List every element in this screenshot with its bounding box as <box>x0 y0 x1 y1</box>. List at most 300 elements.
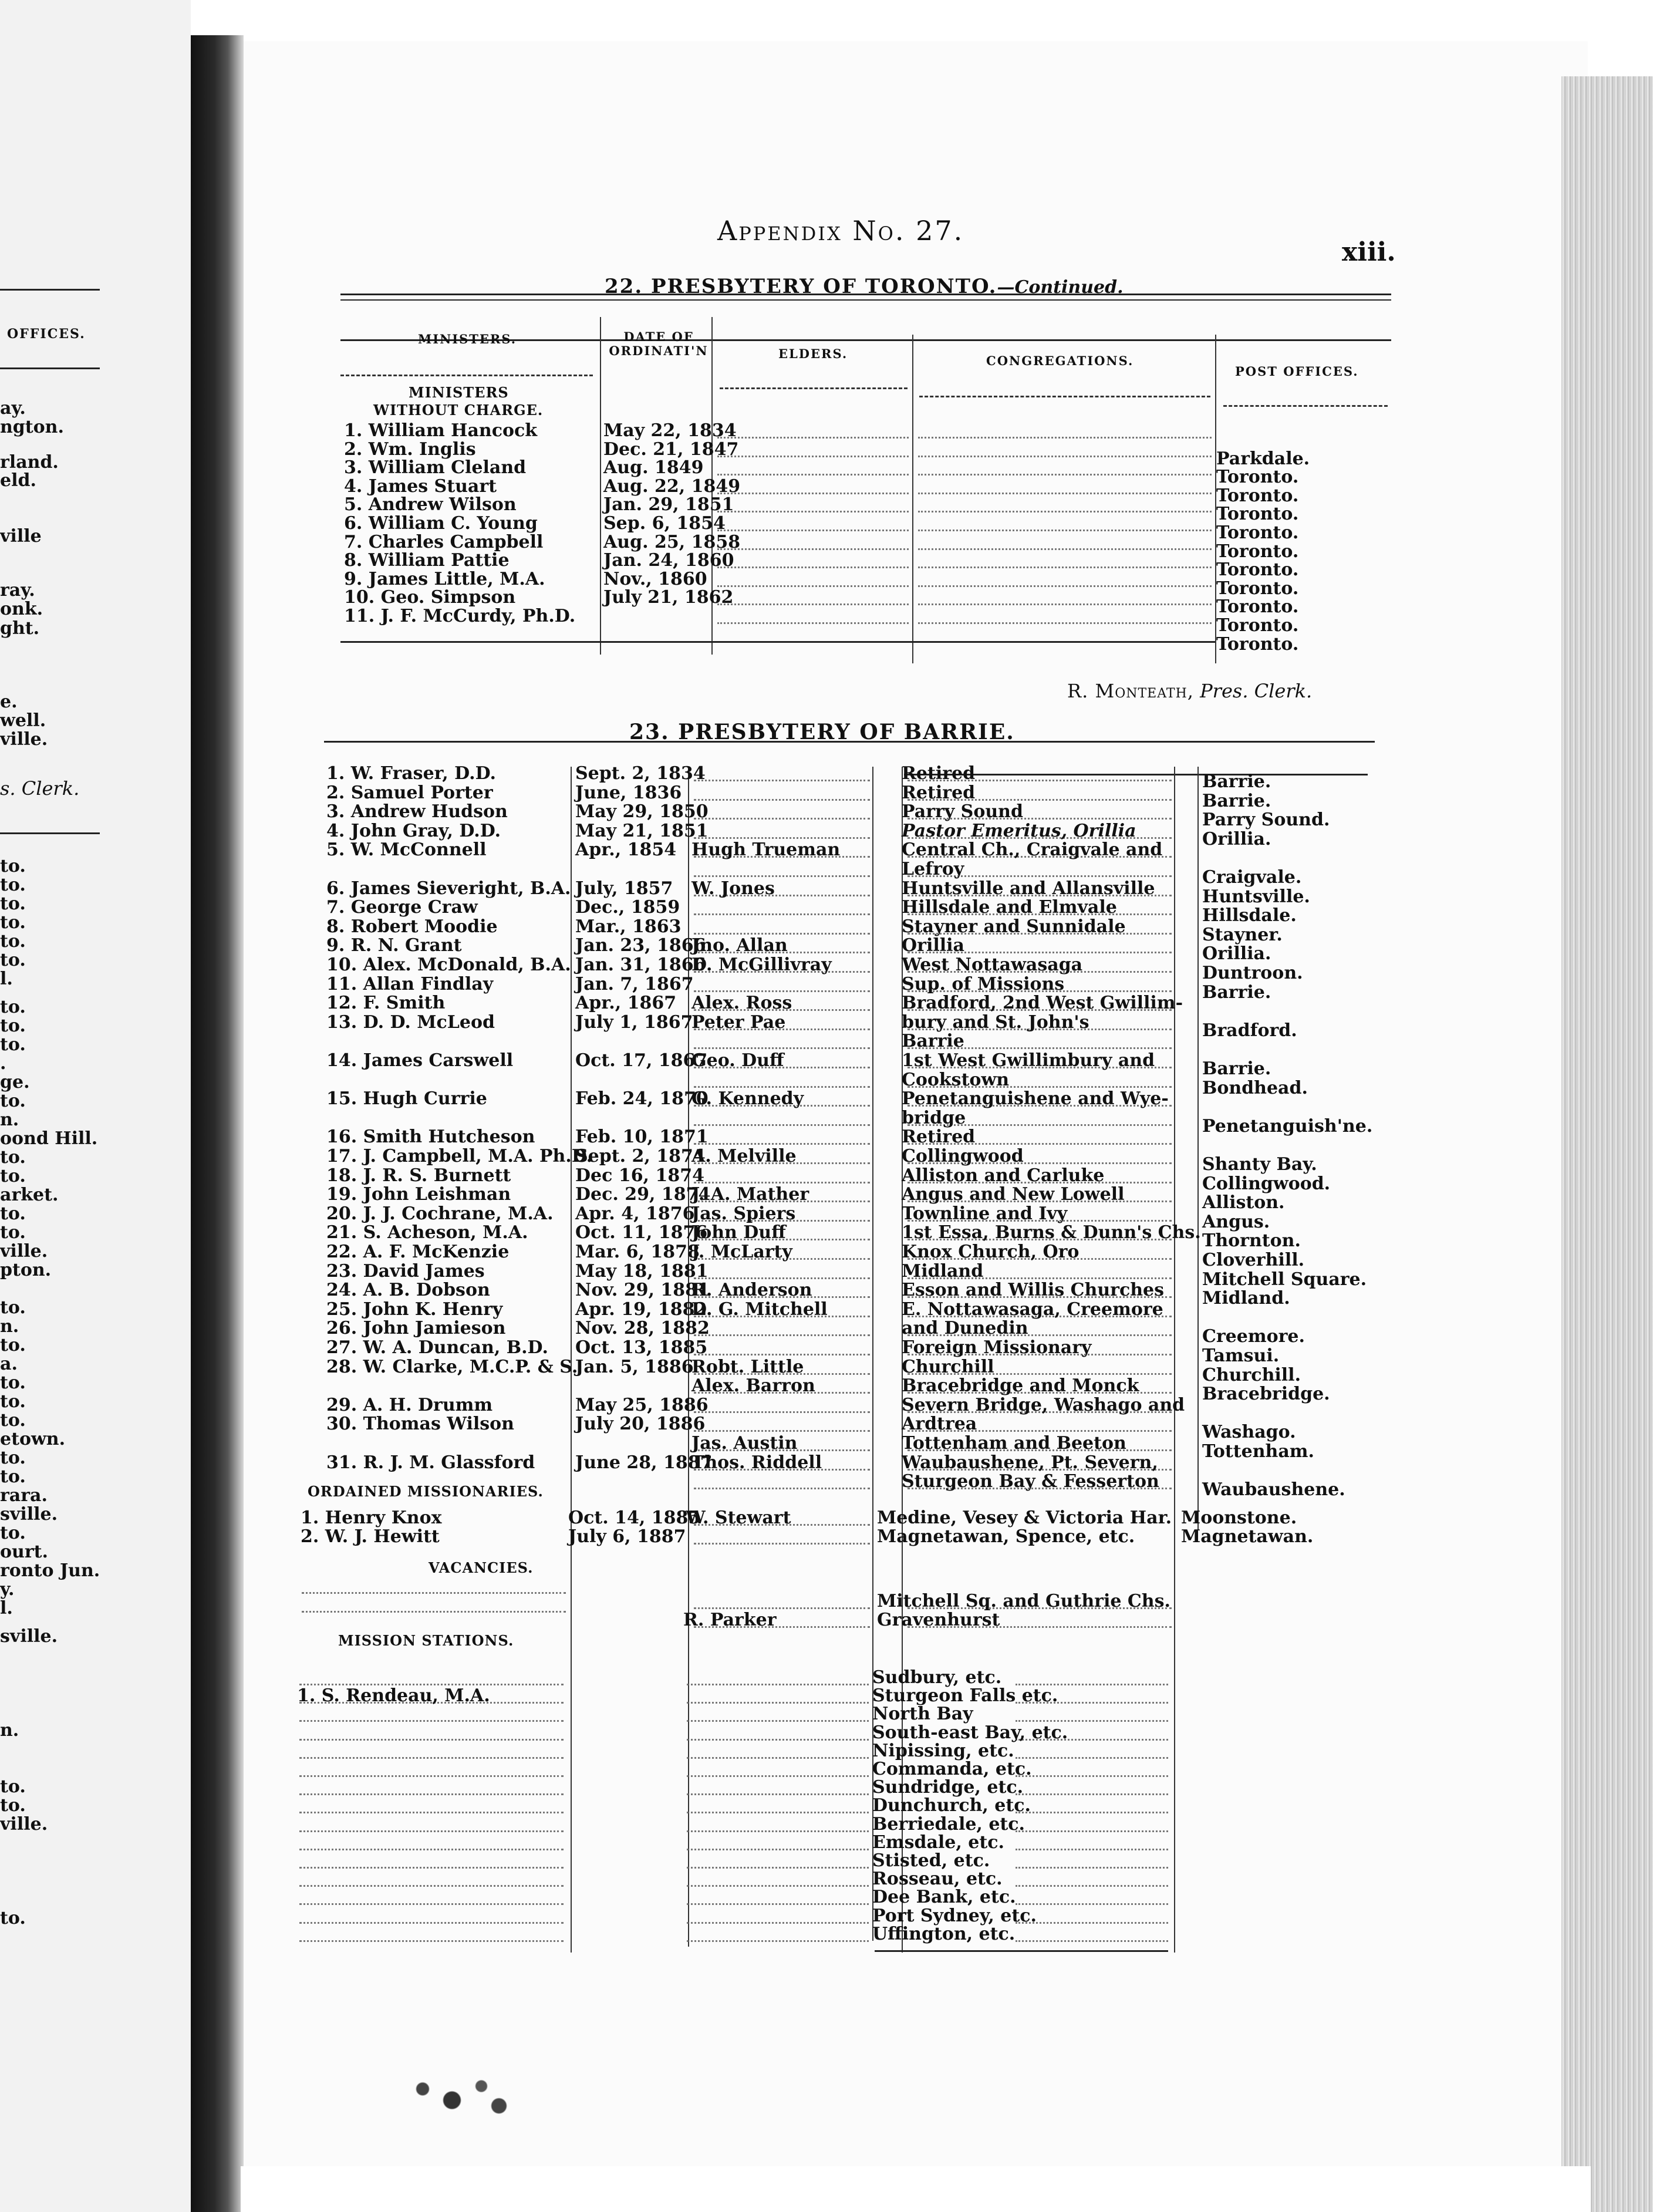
leader-dots <box>918 567 1212 568</box>
leader-dots <box>1016 1867 1168 1869</box>
barrie-elder-name: Jas. Spiers <box>691 1203 796 1224</box>
leader-dots <box>694 913 870 915</box>
toronto-post-office: Toronto. <box>1216 467 1299 487</box>
book-gutter <box>191 35 244 2212</box>
barrie-post-office: Creemore. <box>1202 1326 1305 1347</box>
left-page-fragment: to. <box>0 1795 26 1816</box>
left-page-fragment: to. <box>0 875 26 895</box>
barrie-minister-name: 18. J. R. S. Burnett <box>326 1165 511 1186</box>
mission-station-name: Sturgeon Falls etc. <box>872 1685 1058 1706</box>
left-page-header-fragment: OFFICES. <box>7 326 86 342</box>
barrie-congregation: 1st West Gwillimbury and <box>902 1050 1155 1071</box>
vacancy-congregation: Gravenhurst <box>877 1610 1000 1630</box>
barrie-congregation: Collingwood <box>902 1146 1024 1166</box>
toronto-ordination-date: Nov., 1860 <box>603 569 707 589</box>
leader-dots <box>687 1757 869 1759</box>
barrie-post-office: Barrie. <box>1202 771 1271 792</box>
left-page-fragment: ray. <box>0 580 35 601</box>
leader-dots <box>1016 1775 1168 1777</box>
barrie-congregation: Hillsdale and Elmvale <box>902 897 1117 918</box>
left-page-fragment: to. <box>0 1297 26 1318</box>
barrie-minister-name: 2. Samuel Porter <box>326 783 493 803</box>
barrie-minister-name: 11. Allan Findlay <box>326 974 494 994</box>
leader-dots <box>918 622 1212 624</box>
barrie-post-office: Churchill. <box>1202 1365 1301 1385</box>
barrie-ordination-date: Jan. 5, 1886 <box>575 1357 694 1377</box>
barrie-ordination-date: July, 1857 <box>575 878 673 899</box>
barrie-congregation: Retired <box>902 1127 976 1147</box>
leader-dots <box>694 1430 870 1432</box>
barrie-ordination-date: Sept. 2, 1834 <box>575 763 706 784</box>
leader-dots <box>717 603 909 605</box>
barrie-congregation: Cookstown <box>902 1070 1010 1090</box>
barrie-elder-name: Hugh Trueman <box>691 839 841 860</box>
barrie-elder-name: G. Kennedy <box>691 1088 804 1109</box>
toronto-post-office: Toronto. <box>1216 485 1299 506</box>
leader-dots <box>694 1354 870 1355</box>
barrie-congregation: bridge <box>902 1108 966 1128</box>
running-header-title: Appendix No. 27. <box>717 215 964 247</box>
mission-station-name: Port Sydney, etc. <box>872 1906 1037 1926</box>
left-page-fragment: a. <box>0 1354 18 1374</box>
toronto-heading-text: 22. PRESBYTERY OF TORONTO. <box>605 275 997 298</box>
toronto-ordination-date: Aug. 25, 1858 <box>603 532 741 552</box>
barrie-congregation: and Dunedin <box>902 1318 1028 1338</box>
barrie-ordination-date: May 21, 1851 <box>575 821 709 841</box>
left-page-fragment: to. <box>0 1391 26 1412</box>
toronto-ordination-date: Jan. 29, 1851 <box>603 494 734 515</box>
barrie-congregation: Retired <box>902 783 976 803</box>
barrie-minister-name: 22. A. F. McKenzie <box>326 1242 510 1262</box>
left-page-fragment: rara. <box>0 1485 48 1506</box>
leader-dots <box>299 1720 564 1722</box>
mission-station-name: Uffington, etc. <box>872 1924 1016 1944</box>
toronto-col-divider <box>912 335 913 663</box>
barrie-minister-name: 19. John Leishman <box>326 1184 511 1205</box>
barrie-elder-name: Robt. Little <box>691 1357 804 1377</box>
leader-dots <box>918 585 1212 587</box>
left-page-fragment: to. <box>0 1448 26 1468</box>
ordained-missionary-date: Oct. 14, 1885 <box>568 1508 701 1528</box>
barrie-post-office: Hillsdale. <box>1202 905 1297 926</box>
barrie-minister-name: 25. John K. Henry <box>326 1299 503 1320</box>
left-page-fragment: to. <box>0 997 26 1017</box>
ordained-missionary-congregation: Magnetawan, Spence, etc. <box>877 1526 1135 1547</box>
left-page-fragment: l. <box>0 1598 13 1618</box>
leader-dots <box>687 1885 869 1887</box>
barrie-minister-name: 20. J. J. Cochrane, M.A. <box>326 1203 554 1224</box>
left-page-fragment: to. <box>0 1373 26 1393</box>
barrie-ordination-date: Apr. 19, 1882 <box>575 1299 707 1320</box>
barrie-ordination-date: July 20, 1886 <box>575 1414 706 1434</box>
barrie-ordination-date: Jan. 7, 1867 <box>575 974 694 994</box>
left-page-clerk-fragment: s. Clerk. <box>0 777 80 800</box>
barrie-congregation: Alliston and Carluke <box>902 1165 1105 1186</box>
left-page-fragment: oond Hill. <box>0 1128 98 1149</box>
vacancy-congregation: Mitchell Sq. and Guthrie Chs. <box>877 1591 1170 1611</box>
leader-dots <box>694 837 870 839</box>
barrie-congregation: Pastor Emeritus, Orillia <box>902 821 1136 841</box>
barrie-minister-name: 16. Smith Hutcheson <box>326 1127 535 1147</box>
toronto-minister-name: 4. James Stuart <box>344 476 497 497</box>
barrie-minister-name: 4. John Gray, D.D. <box>326 821 501 841</box>
leader-dots <box>687 1684 869 1685</box>
barrie-congregation: Waubaushene, Pt. Severn, <box>902 1452 1158 1473</box>
leader-dots <box>918 437 1212 439</box>
left-page-fragment: ville. <box>0 1814 48 1835</box>
vacancy-elder: R. Parker <box>683 1610 777 1630</box>
toronto-col-rule <box>1223 405 1388 407</box>
leader-dots <box>717 511 909 512</box>
leader-dots <box>694 990 870 992</box>
left-page-fragment: ronto Jun. <box>0 1560 100 1581</box>
barrie-minister-name: 10. Alex. McDonald, B.A. <box>326 955 571 975</box>
toronto-post-office: Toronto. <box>1216 596 1299 617</box>
leader-dots <box>694 799 870 801</box>
toronto-clerk-title: Pres. Clerk. <box>1200 680 1313 702</box>
leader-dots <box>717 622 909 624</box>
leader-dots <box>299 1812 564 1813</box>
barrie-congregation: West Nottawasaga <box>902 955 1083 975</box>
toronto-minister-name: 5. Andrew Wilson <box>344 494 517 515</box>
leader-dots <box>694 1086 870 1088</box>
barrie-elder-name: Thos. Riddell <box>691 1452 822 1473</box>
barrie-ordination-date: June 28, 1887 <box>575 1452 713 1473</box>
toronto-post-office: Toronto. <box>1216 578 1299 599</box>
barrie-ordination-date: Feb. 10, 1871 <box>575 1127 709 1147</box>
leader-dots <box>918 511 1212 512</box>
left-page-fragment: ght. <box>0 618 40 639</box>
barrie-elder-name: Jno. Allan <box>691 935 788 956</box>
barrie-minister-name: 23. David James <box>326 1261 485 1282</box>
barrie-congregation: Huntsville and Allansville <box>902 878 1155 899</box>
barrie-elder-name: R. Anderson <box>691 1280 812 1300</box>
barrie-col-divider <box>1174 767 1175 1953</box>
ordained-missionary-name: 1. Henry Knox <box>301 1508 442 1528</box>
left-page-fragment: to. <box>0 1222 26 1243</box>
barrie-congregation: Sturgeon Bay & Fesserton <box>902 1471 1159 1492</box>
ordained-missionary-name: 2. W. J. Hewitt <box>301 1526 440 1547</box>
barrie-congregation: Barrie <box>902 1031 964 1051</box>
barrie-ordination-date: Dec., 1859 <box>575 897 680 918</box>
barrie-post-office: Cloverhill. <box>1202 1250 1305 1270</box>
leader-dots <box>918 474 1212 476</box>
barrie-minister-name: 17. J. Campbell, M.A. Ph.D. <box>326 1146 593 1166</box>
left-page-fragment: to. <box>0 1147 26 1168</box>
barrie-ordination-date: Feb. 24, 1870 <box>575 1088 709 1109</box>
leader-dots <box>687 1793 869 1795</box>
leader-dots <box>687 1849 869 1850</box>
leader-dots <box>717 493 909 494</box>
barrie-post-office: Tottenham. <box>1202 1441 1314 1462</box>
barrie-elder-name: Alex. Barron <box>691 1375 815 1396</box>
left-page-fragment: etown. <box>0 1429 66 1449</box>
barrie-ordination-date: Mar., 1863 <box>575 916 682 937</box>
left-page-fragment: eld. <box>0 470 36 491</box>
barrie-congregation: Knox Church, Oro <box>902 1242 1079 1262</box>
toronto-ordination-date: May 22, 1834 <box>603 420 737 441</box>
toronto-bottom-rule <box>340 641 1215 643</box>
barrie-ordination-date: Apr., 1867 <box>575 993 677 1013</box>
barrie-minister-name: 26. John Jamieson <box>326 1318 506 1338</box>
barrie-post-office: Bracebridge. <box>1202 1384 1330 1404</box>
barrie-congregation: Esson and Willis Churches <box>902 1280 1165 1300</box>
left-page-fragment: . <box>0 1053 6 1074</box>
toronto-minister-name: 3. William Cleland <box>344 457 527 478</box>
leader-dots <box>1016 1757 1168 1759</box>
toronto-col-elders: ELDERS. <box>778 346 848 361</box>
toronto-minister-name: 8. William Pattie <box>344 550 510 571</box>
toronto-minister-name: 2. Wm. Inglis <box>344 439 476 460</box>
toronto-col-ministers: MINISTERS. <box>418 332 517 346</box>
barrie-elder-name: D. G. Mitchell <box>691 1299 828 1320</box>
toronto-col-rule <box>919 396 1210 397</box>
barrie-ordination-date: June, 1836 <box>575 783 682 803</box>
barrie-minister-name: 30. Thomas Wilson <box>326 1414 514 1434</box>
barrie-congregation: Retired <box>902 763 976 784</box>
left-page-fragment: to. <box>0 1203 26 1224</box>
toronto-minister-name: 6. William C. Young <box>344 513 538 534</box>
barrie-elder-name: Peter Pae <box>691 1012 786 1033</box>
toronto-minister-name: 7. Charles Campbell <box>344 532 544 552</box>
barrie-elder-name: A. Melville <box>691 1146 797 1166</box>
left-page-fragment: n. <box>0 1110 19 1130</box>
toronto-ordination-date: Jan. 24, 1860 <box>603 550 734 571</box>
leader-dots <box>299 1775 564 1777</box>
left-page-fragment: sville. <box>0 1626 58 1647</box>
leader-dots <box>299 1793 564 1795</box>
leader-dots <box>918 603 1212 605</box>
left-page-fragment: pton. <box>0 1260 52 1280</box>
barrie-post-office: Alliston. <box>1202 1192 1285 1213</box>
left-page-fragment: to. <box>0 1908 26 1928</box>
leader-dots <box>299 1922 564 1924</box>
barrie-post-office: Barrie. <box>1202 1058 1271 1079</box>
barrie-minister-name: 24. A. B. Dobson <box>326 1280 490 1300</box>
barrie-congregation: Churchill <box>902 1357 994 1377</box>
barrie-congregation: Angus and New Lowell <box>902 1184 1125 1205</box>
barrie-post-office: Mitchell Square. <box>1202 1269 1367 1290</box>
barrie-congregation: E. Nottawasaga, Creemore <box>902 1299 1163 1320</box>
barrie-ordination-date: May 25, 1886 <box>575 1395 709 1415</box>
mission-station-name: South-east Bay, etc. <box>872 1722 1068 1743</box>
leader-dots <box>299 1849 564 1850</box>
barrie-congregation: bury and St. John's <box>902 1012 1089 1033</box>
barrie-post-office: Bondhead. <box>1202 1078 1308 1098</box>
barrie-ordination-date: Dec 16, 1874 <box>575 1165 704 1186</box>
barrie-ordination-date: Jan. 31, 1866 <box>575 955 706 975</box>
left-page-fragment: sville. <box>0 1504 58 1525</box>
mission-station-name: Commanda, etc. <box>872 1759 1032 1779</box>
leader-dots <box>1016 1849 1168 1850</box>
left-page-fragment: n. <box>0 1720 19 1741</box>
toronto-col-date: DATE OF ORDINATI'N <box>609 329 709 358</box>
mission-station-name: Sudbury, etc. <box>872 1667 1002 1688</box>
mission-station-name: Dunchurch, etc. <box>872 1795 1031 1816</box>
barrie-congregation: Penetanguishene and Wye- <box>902 1088 1169 1109</box>
barrie-top-rule <box>324 741 1375 743</box>
ordained-missionaries-heading: ORDAINED MISSIONARIES. <box>308 1483 544 1500</box>
leader-dots <box>687 1940 869 1942</box>
leader-dots <box>687 1702 869 1704</box>
leader-dots <box>694 1143 870 1145</box>
mission-station-name: Sundridge, etc. <box>872 1777 1024 1798</box>
barrie-post-office: Thornton. <box>1202 1230 1301 1251</box>
barrie-elder-name: John Duff <box>691 1222 786 1243</box>
barrie-congregation: Sup. of Missions <box>902 974 1065 994</box>
toronto-col-post-offices: POST OFFICES. <box>1235 364 1359 379</box>
toronto-top-rule <box>340 294 1391 295</box>
mission-station-name: Dee Bank, etc. <box>872 1887 1016 1907</box>
barrie-elder-name: J. McLarty <box>691 1242 792 1262</box>
leader-dots <box>687 1867 869 1869</box>
left-page-fragment: to. <box>0 1335 26 1355</box>
mission-station-minister: 1. S. Rendeau, M.A. <box>297 1685 490 1706</box>
toronto-post-office: Parkdale. <box>1216 449 1310 469</box>
barrie-post-office: Orillia. <box>1202 943 1271 964</box>
barrie-elder-name: Geo. Duff <box>691 1050 784 1071</box>
leader-dots <box>1016 1940 1168 1942</box>
leader-dots <box>299 1867 564 1869</box>
left-page-fragment: ngton. <box>0 417 64 437</box>
barrie-post-office: Parry Sound. <box>1202 810 1330 830</box>
toronto-subheading-2: WITHOUT CHARGE. <box>373 402 544 419</box>
barrie-post-office: Craigvale. <box>1202 867 1302 888</box>
mission-station-name: Stisted, etc. <box>872 1850 990 1871</box>
left-page-fragment: l. <box>0 969 13 989</box>
barrie-ordination-date: May 18, 1881 <box>575 1261 709 1282</box>
barrie-congregation: Bracebridge and Monck <box>902 1375 1139 1396</box>
left-page-fragment: to. <box>0 912 26 933</box>
barrie-elder-name: W. Jones <box>691 878 775 899</box>
leader-dots <box>918 548 1212 550</box>
leader-dots <box>694 1277 870 1279</box>
left-page-fragment: ourt. <box>0 1542 48 1562</box>
left-page-fragment: to. <box>0 1466 26 1487</box>
left-page-fragment: to. <box>0 893 26 914</box>
barrie-post-office: Shanty Bay. <box>1202 1154 1317 1175</box>
leader-dots <box>1016 1793 1168 1795</box>
toronto-ordination-date: Aug. 22, 1849 <box>603 476 741 497</box>
toronto-heading-suffix: —Continued. <box>997 277 1124 298</box>
leader-dots <box>687 1830 869 1832</box>
barrie-post-office: Collingwood. <box>1202 1174 1331 1194</box>
barrie-heading: 23. PRESBYTERY OF BARRIE. <box>629 720 1015 744</box>
toronto-col-congregations: CONGREGATIONS. <box>986 353 1134 368</box>
barrie-ordination-date: May 29, 1850 <box>575 801 709 822</box>
mission-station-name: Nipissing, etc. <box>872 1741 1014 1761</box>
mission-stations-heading: MISSION STATIONS. <box>338 1632 514 1649</box>
toronto-ordination-date: Sep. 6, 1854 <box>603 513 726 534</box>
leader-dots <box>717 567 909 568</box>
ordained-missionary-date: July 6, 1887 <box>568 1526 686 1547</box>
toronto-post-office: Toronto. <box>1216 615 1299 636</box>
barrie-post-office: Duntroon. <box>1202 963 1303 983</box>
barrie-minister-name: 6. James Sieveright, B.A. <box>326 878 571 899</box>
left-page-fragment: n. <box>0 1316 19 1337</box>
barrie-minister-name: 7. George Craw <box>326 897 478 918</box>
left-page-fragment: ay. <box>0 398 26 419</box>
left-page-rule <box>0 289 100 291</box>
leader-dots <box>694 1124 870 1126</box>
left-page-fragment: onk. <box>0 599 43 619</box>
toronto-minister-name: 11. J. F. McCurdy, Ph.D. <box>344 606 576 626</box>
toronto-col-rule <box>340 375 593 376</box>
barrie-congregation: Midland <box>902 1261 984 1282</box>
left-page-rule <box>0 367 100 369</box>
leader-dots <box>299 1903 564 1905</box>
barrie-congregation: Stayner and Sunnidale <box>902 916 1126 937</box>
left-page-fragment: ge. <box>0 1072 30 1092</box>
barrie-congregation: Parry Sound <box>902 801 1023 822</box>
left-page-rule <box>0 832 100 834</box>
leader-dots <box>694 780 870 781</box>
left-page-fragment: to. <box>0 1523 26 1543</box>
leader-dots <box>1016 1720 1168 1722</box>
left-page-fragment: to. <box>0 1016 26 1036</box>
leader-dots <box>717 437 909 439</box>
barrie-minister-name: 8. Robert Moodie <box>326 916 498 937</box>
barrie-minister-name: 27. W. A. Duncan, B.D. <box>326 1337 548 1358</box>
mission-station-name: Emsdale, etc. <box>872 1832 1004 1853</box>
leader-dots <box>687 1812 869 1813</box>
leader-dots <box>1016 1922 1168 1924</box>
barrie-ordination-date: Nov. 28, 1882 <box>575 1318 710 1338</box>
toronto-clerk-name: R. Monteath, <box>1067 680 1194 702</box>
leader-dots <box>717 474 909 476</box>
barrie-minister-name: 28. W. Clarke, M.C.P. & S. <box>326 1357 578 1377</box>
leader-dots <box>717 548 909 550</box>
toronto-post-office: Toronto. <box>1216 504 1299 524</box>
leader-dots <box>918 456 1212 457</box>
barrie-congregation: 1st Essa, Burns & Dunn's Chs. <box>902 1222 1201 1243</box>
torn-corner-mark <box>399 2066 517 2123</box>
leader-dots <box>299 1739 564 1741</box>
leader-dots <box>694 1411 870 1413</box>
leader-dots <box>694 1182 870 1183</box>
barrie-congregation: Bradford, 2nd West Gwillim- <box>902 993 1183 1013</box>
left-page-fragment: to. <box>0 1034 26 1055</box>
barrie-post-office: Washago. <box>1202 1422 1296 1442</box>
vacancies-heading: VACANCIES. <box>429 1559 534 1576</box>
barrie-congregation: Central Ch., Craigvale and <box>902 839 1163 860</box>
barrie-minister-name: 14. James Carswell <box>326 1050 514 1071</box>
barrie-ordination-date: Jan. 23, 1866 <box>575 935 706 956</box>
vacancy-dots <box>302 1592 566 1594</box>
toronto-post-office: Toronto. <box>1216 541 1299 562</box>
barrie-minister-name: 1. W. Fraser, D.D. <box>326 763 496 784</box>
toronto-ordination-date: July 21, 1862 <box>603 587 734 608</box>
barrie-ordination-date: Mar. 6, 1878 <box>575 1242 700 1262</box>
left-page-fragment: ville. <box>0 1241 48 1262</box>
left-page-fragment: to. <box>0 856 26 876</box>
leader-dots <box>299 1830 564 1832</box>
leader-dots <box>694 1047 870 1049</box>
barrie-bottom-rule <box>875 1950 1168 1952</box>
mission-station-name: Berriedale, etc. <box>872 1814 1025 1835</box>
left-page-fragment: to. <box>0 1410 26 1431</box>
barrie-minister-name: 13. D. D. McLeod <box>326 1012 495 1033</box>
leader-dots <box>687 1903 869 1905</box>
left-page-fragment: to. <box>0 1166 26 1186</box>
toronto-clerk-signature <box>1067 680 1312 702</box>
leader-dots <box>918 493 1212 494</box>
left-page-fragment: e. <box>0 692 18 712</box>
ordained-missionary-post-office: Moonstone. <box>1181 1508 1297 1528</box>
page-edges <box>1561 76 1653 2212</box>
left-page-fragment: ville <box>0 526 42 547</box>
left-page-fragment: ville. <box>0 729 48 750</box>
